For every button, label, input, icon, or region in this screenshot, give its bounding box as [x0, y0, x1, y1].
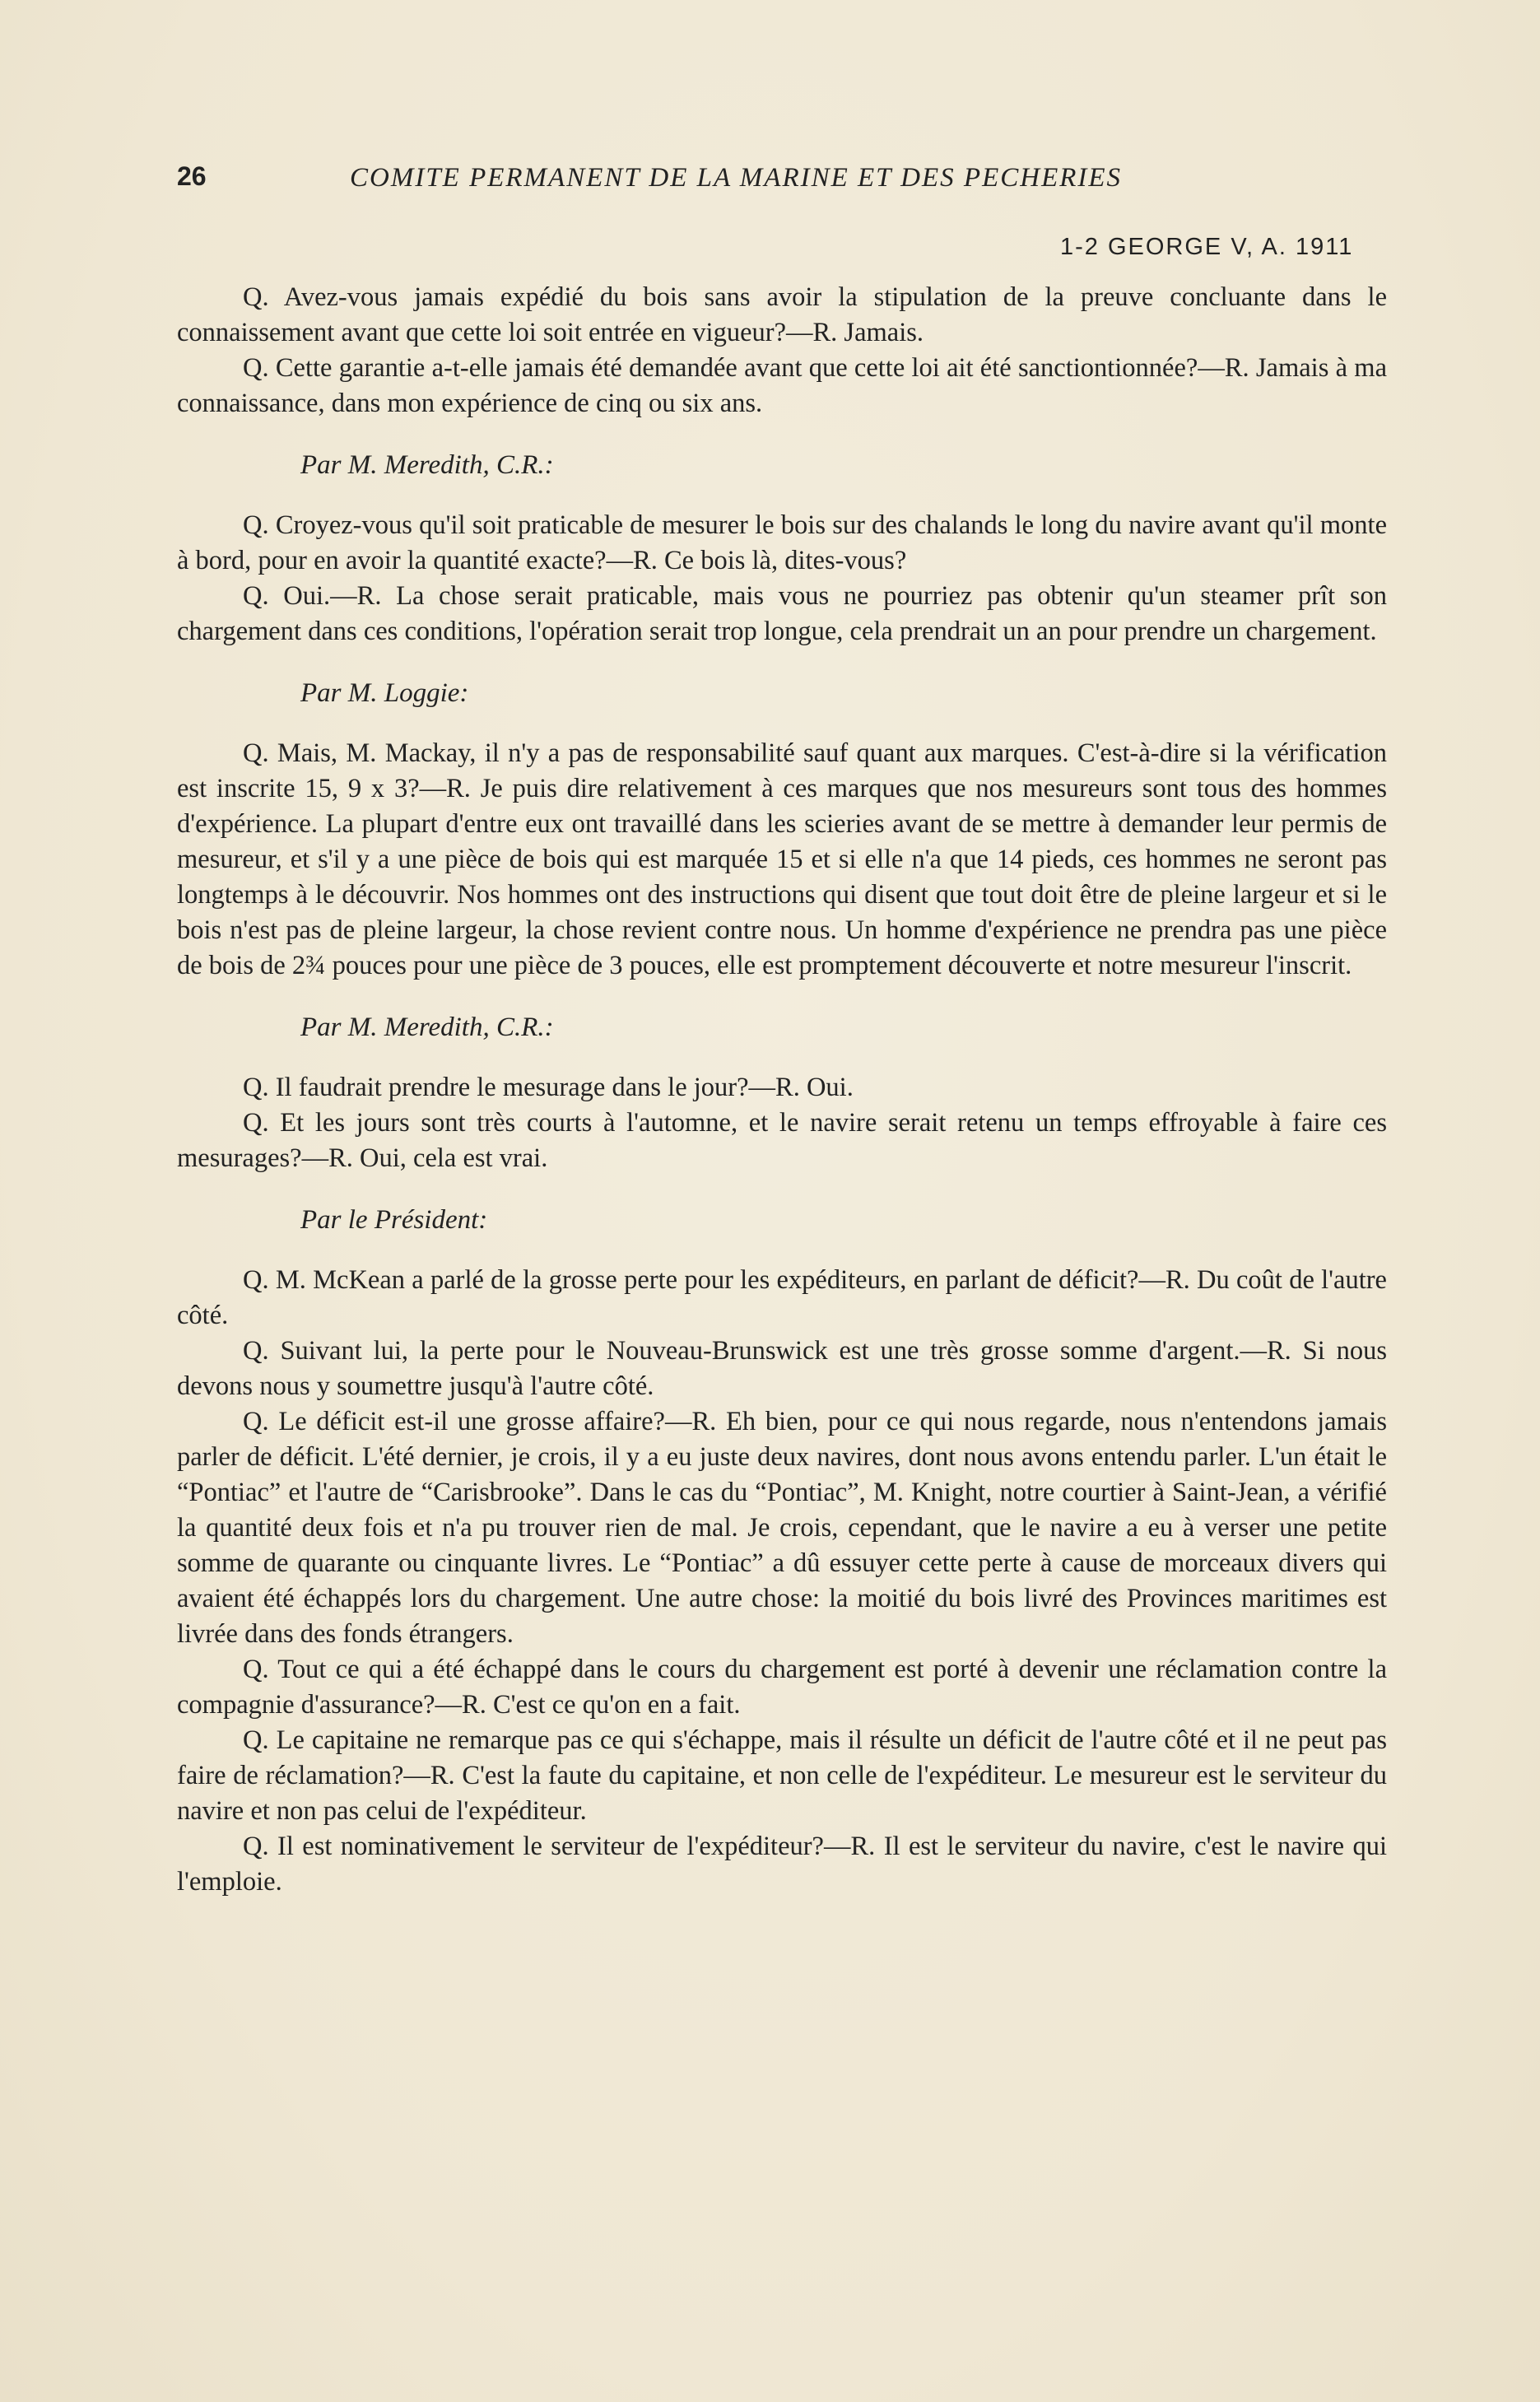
- paragraph: Q. Croyez-vous qu'il soit praticable de mesurer le bois sur des chalands le long du navire avant qu'il monte à bord, pour en avoir la quantité exacte?—R. Ce bois là, dites-vous?: [177, 510, 1387, 575]
- speaker-heading: Par M. Loggie:: [300, 678, 469, 708]
- body-text: [177, 280, 1387, 1900]
- paragraph: Q. Le capitaine ne remarque pas ce qui s'échappe, mais il résulte un déficit de l'autre côté et il ne peut pas faire de réclamation?—R. C'est la faute du capitaine, et non celle de l'expéditeur. Le mesureur est le serviteur du navire et non pas celui de l'expéditeur.: [177, 1725, 1387, 1826]
- paragraph: Q. Et les jours sont très courts à l'automne, et le navire serait retenu un temps effroyable à faire ces mesurages?—R. Oui, cela est vrai.: [177, 1108, 1387, 1173]
- paragraph: Q. Avez-vous jamais expédié du bois sans avoir la stipulation de la preuve concluante dans le connaissement avant que cette loi soit entrée en vigueur?—R. Jamais.: [177, 282, 1387, 347]
- paragraph: Q. Cette garantie a-t-elle jamais été demandée avant que cette loi ait été sanctiontionnée?—R. Jamais à ma connaissance, dans mon expérience de cinq ou six ans.: [177, 353, 1387, 418]
- page-number: 26: [177, 161, 207, 191]
- page-header: [177, 161, 1247, 202]
- paragraph: Q. Il est nominativement le serviteur de l'expéditeur?—R. Il est le serviteur du navire, c'est le navire qui l'emploie.: [177, 1832, 1387, 1897]
- paragraph: Q. Suivant lui, la perte pour le Nouveau-Brunswick est une très grosse somme d'argent.—R. Si nous devons nous y soumettre jusqu'à l'autre côté.: [177, 1336, 1387, 1401]
- paragraph: Q. Le déficit est-il une grosse affaire?—R. Eh bien, pour ce qui nous regarde, nous n'entendons jamais parler de déficit. L'été dernier, je crois, il y a eu juste deux navires, dont nous avons entendu parler. L'un était le “Pontiac” et l'autre de “Carisbrooke”. Dans le cas du “Pontiac”, M. Knight, notre courtier à Saint-Jean, a vérifié la quantité deux fois et n'a pu trouver rien de mal. Je crois, cependant, que le navire a eu à verser une petite somme de quarante ou cinquante livres. Le “Pontiac” a dû essuyer cette perte à cause de morceaux divers qui avaient été échappés lors du chargement. Une autre chose: la moitié du bois livré des Provinces maritimes est livrée dans des fonds étrangers.: [177, 1407, 1387, 1649]
- paragraph: Q. M. McKean a parlé de la grosse perte pour les expéditeurs, en parlant de déficit?—R. Du coût de l'autre côté.: [177, 1265, 1387, 1330]
- speaker-heading: Par M. Meredith, C.R.:: [300, 450, 554, 480]
- paragraph: Q. Mais, M. Mackay, il n'y a pas de responsabilité sauf quant aux marques. C'est-à-dire si la vérification est inscrite 15, 9 x 3?—R. Je puis dire relativement à ces marques que nos mesureurs sont tous des hommes d'expérience. La plupart d'entre eux ont travaillé dans les scieries avant de se mettre à demander leur permis de mesureur, et s'il y a une pièce de bois qui est marquée 15 et si elle n'a que 14 pieds, ces hommes ne seront pas longtemps à le découvrir. Nos hommes ont des instructions qui disent que tout doit être de pleine largeur et si le bois n'est pas de pleine largeur, la chose revient contre nous. Un homme d'expérience ne prendra pas une pièce de bois de 2¾ pouces pour une pièce de 3 pouces, elle est promptement découverte et notre mesureur l'inscrit.: [177, 738, 1387, 980]
- running-title: COMITE PERMANENT DE LA MARINE ET DES PECHERIES: [350, 163, 1123, 193]
- paragraph: Q. Tout ce qui a été échappé dans le cours du chargement est porté à devenir une réclamation contre la compagnie d'assurance?—R. C'est ce qu'on en a fait.: [177, 1655, 1387, 1720]
- speaker-heading: Par M. Meredith, C.R.:: [300, 1012, 554, 1042]
- paragraph: Q. Oui.—R. La chose serait praticable, mais vous ne pourriez pas obtenir qu'un steamer prît son chargement dans ces conditions, l'opération serait trop longue, cela prendrait un an pour prendre un chargement.: [177, 581, 1387, 646]
- session-label: 1-2 GEORGE V, A. 1911: [1060, 234, 1354, 260]
- speaker-heading: Par le Président:: [300, 1205, 488, 1235]
- paragraph: Q. Il faudrait prendre le mesurage dans le jour?—R. Oui.: [243, 1073, 854, 1102]
